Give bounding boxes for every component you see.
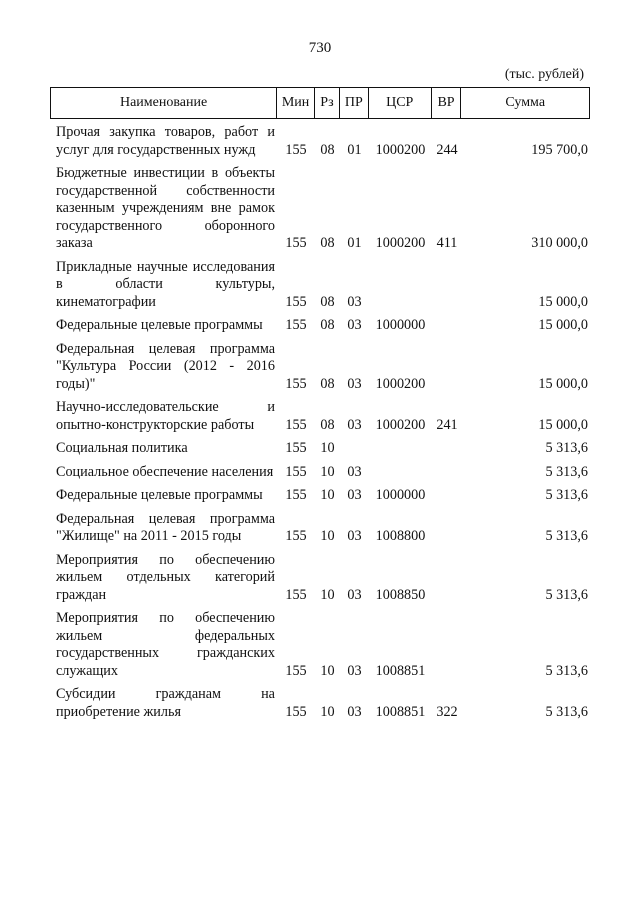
row-rz: 10 (320, 463, 335, 480)
table-row (50, 124, 590, 159)
row-csr: 1000000 (375, 487, 426, 503)
row-min: 155 (285, 375, 307, 392)
row-name: Прочая закупка товаров, работ и услуг для государственных нужд (56, 124, 275, 158)
row-pr: 03 (347, 293, 362, 310)
row-vr: 244 (436, 141, 458, 158)
row-csr: 1008851 (375, 662, 426, 679)
row-min: 155 (285, 487, 307, 503)
row-min: 155 (285, 440, 307, 456)
row-sum: 5 313,6 (545, 528, 588, 544)
row-sum: 195 700,0 (531, 141, 588, 158)
row-pr: 03 (347, 463, 362, 480)
row-vr: 241 (436, 416, 458, 433)
row-vr: 322 (436, 703, 458, 720)
row-name: Федеральная целевая программа "Культура России (2012 - 2016 годы)" (56, 340, 275, 392)
row-name: Федеральные целевые программы (56, 487, 263, 503)
row-sum: 310 000,0 (531, 235, 588, 251)
row-pr: 03 (347, 528, 362, 544)
row-csr: 1008851 (375, 703, 426, 720)
table-row (50, 341, 590, 394)
header-rz: Рз (315, 88, 340, 118)
row-sum: 5 313,6 (545, 440, 588, 456)
row-name: Субсидии гражданам на приобретение жилья (56, 686, 275, 720)
row-csr: 1008850 (375, 586, 426, 603)
row-vr: 411 (436, 235, 458, 251)
table-row (50, 317, 590, 335)
row-sum: 15 000,0 (538, 375, 588, 392)
row-pr: 03 (347, 317, 362, 333)
row-sum: 5 313,6 (545, 586, 588, 603)
table-body (50, 124, 590, 727)
row-min: 155 (285, 141, 307, 158)
row-name: Мероприятия по обеспечению жильем отдельных категорий граждан (56, 551, 275, 603)
row-pr: 03 (347, 416, 362, 433)
row-rz: 08 (320, 235, 335, 251)
header-pr: ПР (340, 88, 369, 118)
row-pr: 03 (347, 662, 362, 679)
row-name: Бюджетные инвестиции в объекты государственной собственности казенным учреждениям вне рамок государственного оборонного заказа (56, 165, 275, 251)
row-name: Социальная политика (56, 440, 188, 456)
header-name: Наименование (51, 88, 277, 118)
row-rz: 10 (320, 528, 335, 544)
row-name: Федеральная целевая программа "Жилище" на 2011 - 2015 годы (56, 510, 275, 544)
row-csr: 1000200 (375, 375, 426, 392)
table-row (50, 610, 590, 680)
row-rz: 10 (320, 487, 335, 503)
table-row (50, 440, 590, 458)
table-row (50, 399, 590, 434)
units-label: (тыс. рублей) (504, 67, 584, 82)
header-min: Мин (277, 88, 315, 118)
row-pr: 03 (347, 487, 362, 503)
row-csr: 1000000 (375, 317, 426, 333)
table-row (50, 511, 590, 546)
row-name: Научно-исследовательские и опытно-конструкторские работы (56, 399, 275, 433)
table-row (50, 165, 590, 253)
row-min: 155 (285, 586, 307, 603)
row-min: 155 (285, 235, 307, 251)
row-rz: 08 (320, 375, 335, 392)
row-name: Социальное обеспечение населения (56, 463, 274, 480)
header-vr: ВР (432, 88, 462, 118)
page-number: 730 (308, 40, 332, 56)
header-sum: Сумма (505, 95, 546, 110)
row-sum: 15 000,0 (538, 317, 588, 333)
row-csr: 1000200 (375, 141, 426, 158)
row-rz: 10 (320, 586, 335, 603)
row-min: 155 (285, 463, 307, 480)
row-pr: 03 (347, 703, 362, 720)
row-min: 155 (285, 293, 307, 310)
row-pr: 03 (347, 375, 362, 392)
row-rz: 08 (320, 141, 335, 158)
table-header (50, 87, 590, 119)
row-sum: 5 313,6 (545, 662, 588, 679)
row-pr: 03 (347, 586, 362, 603)
row-rz: 10 (320, 440, 335, 456)
row-min: 155 (285, 528, 307, 544)
row-min: 155 (285, 416, 307, 433)
row-rz: 08 (320, 293, 335, 310)
row-min: 155 (285, 703, 307, 720)
row-name: Мероприятия по обеспечению жильем федеральных государственных гражданских служащих (56, 610, 275, 679)
row-sum: 5 313,6 (545, 703, 588, 720)
row-rz: 08 (320, 317, 335, 333)
row-rz: 10 (320, 703, 335, 720)
row-csr: 1000200 (375, 235, 426, 251)
table-row (50, 487, 590, 505)
table-row (50, 686, 590, 721)
row-sum: 15 000,0 (538, 416, 588, 433)
row-min: 155 (285, 662, 307, 679)
table-row (50, 259, 590, 312)
row-sum: 5 313,6 (545, 487, 588, 503)
row-csr: 1000200 (375, 416, 426, 433)
row-csr: 1008800 (375, 528, 426, 544)
row-rz: 08 (320, 416, 335, 433)
row-sum: 5 313,6 (545, 463, 588, 480)
header-csr: ЦСР (369, 88, 432, 118)
row-sum: 15 000,0 (538, 293, 588, 310)
row-pr: 01 (347, 235, 362, 251)
row-min: 155 (285, 317, 307, 333)
table-row (50, 464, 590, 482)
row-name: Федеральные целевые программы (56, 317, 263, 333)
row-pr: 01 (347, 141, 362, 158)
row-name: Прикладные научные исследования в области культуры, кинематографии (56, 258, 275, 310)
table-row (50, 552, 590, 605)
row-rz: 10 (320, 662, 335, 679)
